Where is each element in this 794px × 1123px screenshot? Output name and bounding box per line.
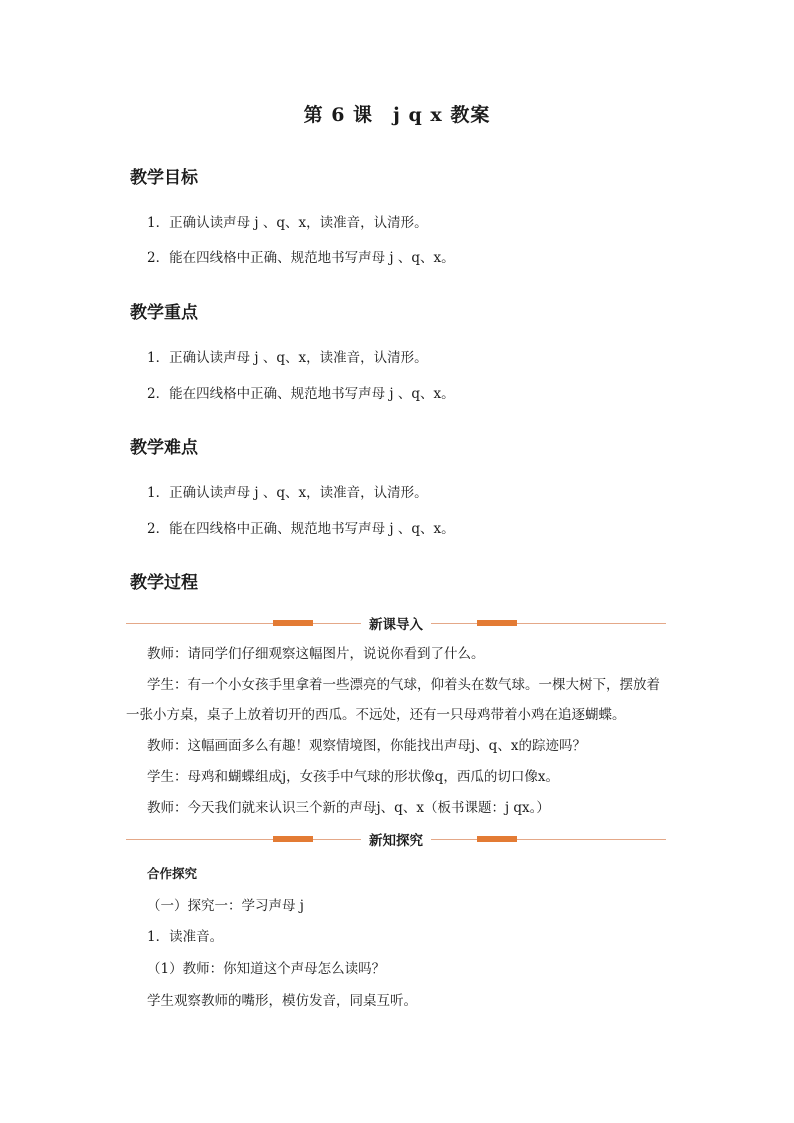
explore-subheading: 合作探究	[147, 866, 198, 881]
intro-paragraph-3: 教师：这幅画面多么有趣！观察情境图，你能找出声母j、q、x的踪迹吗？	[147, 738, 586, 754]
section-heading-text: 教学难点	[130, 438, 198, 458]
divider-label: 新课导入	[361, 617, 431, 633]
difficulty-item-1: 1．正确认读声母 j 、q、x，读准音，认清形。	[147, 485, 428, 501]
heading-underline	[126, 188, 204, 194]
section-heading-process	[130, 568, 198, 593]
explore-line-4: 学生观察教师的嘴形，模仿发音，同桌互听。	[147, 993, 417, 1009]
explore-line-1: （一）探究一：学习声母 j	[147, 898, 304, 914]
document-title: 第 6 课 j q x 教案	[303, 104, 491, 126]
heading-underline	[126, 323, 204, 329]
intro-paragraph-5: 教师：今天我们就来认识三个新的声母j、q、x（板书课题：j qx。）	[147, 800, 550, 816]
section-heading-text: 教学过程	[130, 573, 198, 593]
intro-paragraph-4: 学生：母鸡和蝴蝶组成j，女孩手中气球的形状像q，西瓜的切口像x。	[147, 769, 559, 785]
section-divider-intro	[126, 616, 666, 633]
explore-line-2: 1．读准音。	[147, 929, 224, 945]
heading-underline	[126, 458, 204, 464]
difficulty-item-2: 2．能在四线格中正确、规范地书写声母 j 、q、x。	[147, 521, 455, 537]
key-point-item-2: 2．能在四线格中正确、规范地书写声母 j 、q、x。	[147, 386, 455, 402]
heading-underline	[126, 593, 204, 599]
goal-item-2: 2．能在四线格中正确、规范地书写声母 j 、q、x。	[147, 250, 455, 266]
explore-line-3: （1）教师：你知道这个声母怎么读吗？	[147, 961, 386, 977]
section-heading-text: 教学重点	[130, 303, 198, 323]
section-heading-text: 教学目标	[130, 168, 198, 188]
key-point-item-1: 1．正确认读声母 j 、q、x，读准音，认清形。	[147, 350, 428, 366]
section-heading-goals	[130, 163, 198, 188]
intro-paragraph-1: 教师：请同学们仔细观察这幅图片，说说你看到了什么。	[147, 646, 485, 662]
section-divider-explore	[126, 832, 666, 849]
divider-label: 新知探究	[361, 833, 431, 849]
goal-item-1: 1．正确认读声母 j 、q、x，读准音，认清形。	[147, 215, 428, 231]
intro-paragraph-2: 学生：有一个小女孩手里拿着一些漂亮的气球，仰着头在数气球。一棵大树下，摆放着一张小方桌，桌子上放着切开的西瓜。不远处，还有一只母鸡带着小鸡在追逐蝴蝶。	[126, 677, 660, 723]
section-heading-difficulties	[130, 433, 198, 458]
section-heading-key-points	[130, 298, 198, 323]
